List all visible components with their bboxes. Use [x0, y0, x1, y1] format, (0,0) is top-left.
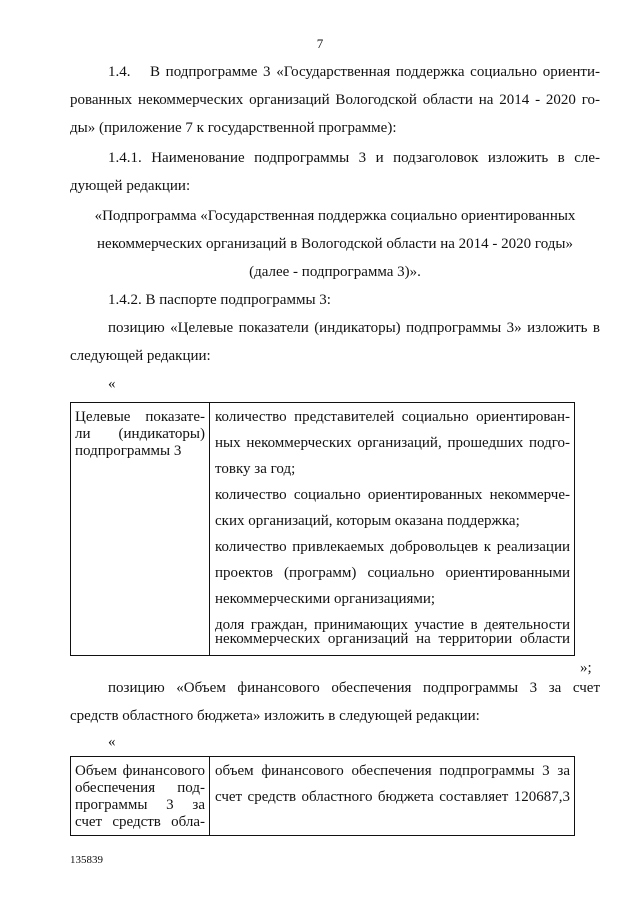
page-number: 7 [316, 36, 324, 51]
financing-table [70, 756, 575, 836]
close-quote-1: »; [580, 660, 592, 676]
document-code: 135839 [70, 854, 103, 866]
position-1-line-2: следующей редакции: [70, 348, 211, 364]
table-2-left-line: Объем финансового [75, 763, 205, 779]
section-1-4-2: 1.4.2. В паспорте подпрограммы 3: [108, 292, 331, 308]
open-quote-1: « [108, 376, 116, 392]
table-2-left-line: программы 3 за [75, 797, 205, 813]
table-1-left-line: Целевые показате- [75, 409, 205, 425]
table-1-left-line: подпрограммы 3 [75, 443, 182, 459]
table-1-left-line: ли (индикаторы) [75, 426, 205, 442]
table-2-right-line: счет средств областного бюджета составляет 120687,3 [215, 789, 570, 805]
table-2-left-line: счет средств обла- [75, 814, 205, 830]
table-2-right-line: объем финансового обеспечения подпрограммы 3 за [215, 763, 570, 779]
section-1-4-line-2: рованных некоммерческих организаций Вологодской области на 2014 - 2020 го- [70, 92, 600, 108]
table-1-right-line: количество представителей социально ориентирован- [215, 409, 570, 425]
section-1-4-1-line-2: дующей редакции: [70, 178, 191, 194]
position-2-line-2: средств областного бюджета» изложить в следующей редакции: [70, 708, 480, 724]
table-2-left-line: обеспечения под- [75, 780, 205, 796]
table-1-right-line: проектов (программ) социально ориентированными [215, 565, 570, 581]
table-1-right-line: ных некоммерческих организаций, прошедших подго- [215, 435, 570, 451]
section-1-4-1-line-1: 1.4.1. Наименование подпрограммы 3 и подзаголовок изложить в сле- [108, 150, 600, 166]
quote-title-line-1: «Подпрограмма «Государственная поддержка социально ориентированных [94, 208, 576, 224]
table-1-right-line: ских организаций, которым оказана поддержка; [215, 513, 520, 529]
table-1-right-line: количество привлекаемых добровольцев к реализации [215, 539, 570, 555]
table-1-right-line: некоммерческих организаций на территории области [215, 631, 570, 647]
quote-title-line-2: некоммерческих организаций в Вологодской области на 2014 - 2020 годы» [97, 236, 573, 252]
position-1-line-1: позицию «Целевые показатели (индикаторы) подпрограммы 3» изложить в [108, 320, 600, 336]
open-quote-2: « [108, 734, 116, 750]
table-1-right-line: доля граждан, принимающих участие в деятельности [215, 617, 570, 633]
table-1-right-line: количество социально ориентированных некоммерче- [215, 487, 570, 503]
indicators-table [70, 402, 575, 656]
table-1-right-line: товку за год; [215, 461, 296, 477]
section-number-1-4: 1.4. [108, 64, 131, 80]
section-1-4-line-1: В подпрограмме 3 «Государственная поддержка социально ориенти- [150, 64, 600, 80]
position-2-line-1: позицию «Объем финансового обеспечения подпрограммы 3 за счет [108, 680, 600, 696]
quote-title-line-3: (далее - подпрограмма 3)». [249, 264, 421, 280]
section-1-4-line-3: ды» (приложение 7 к государственной программе): [70, 120, 397, 136]
table-1-right-line: некоммерческими организациями; [215, 591, 436, 607]
